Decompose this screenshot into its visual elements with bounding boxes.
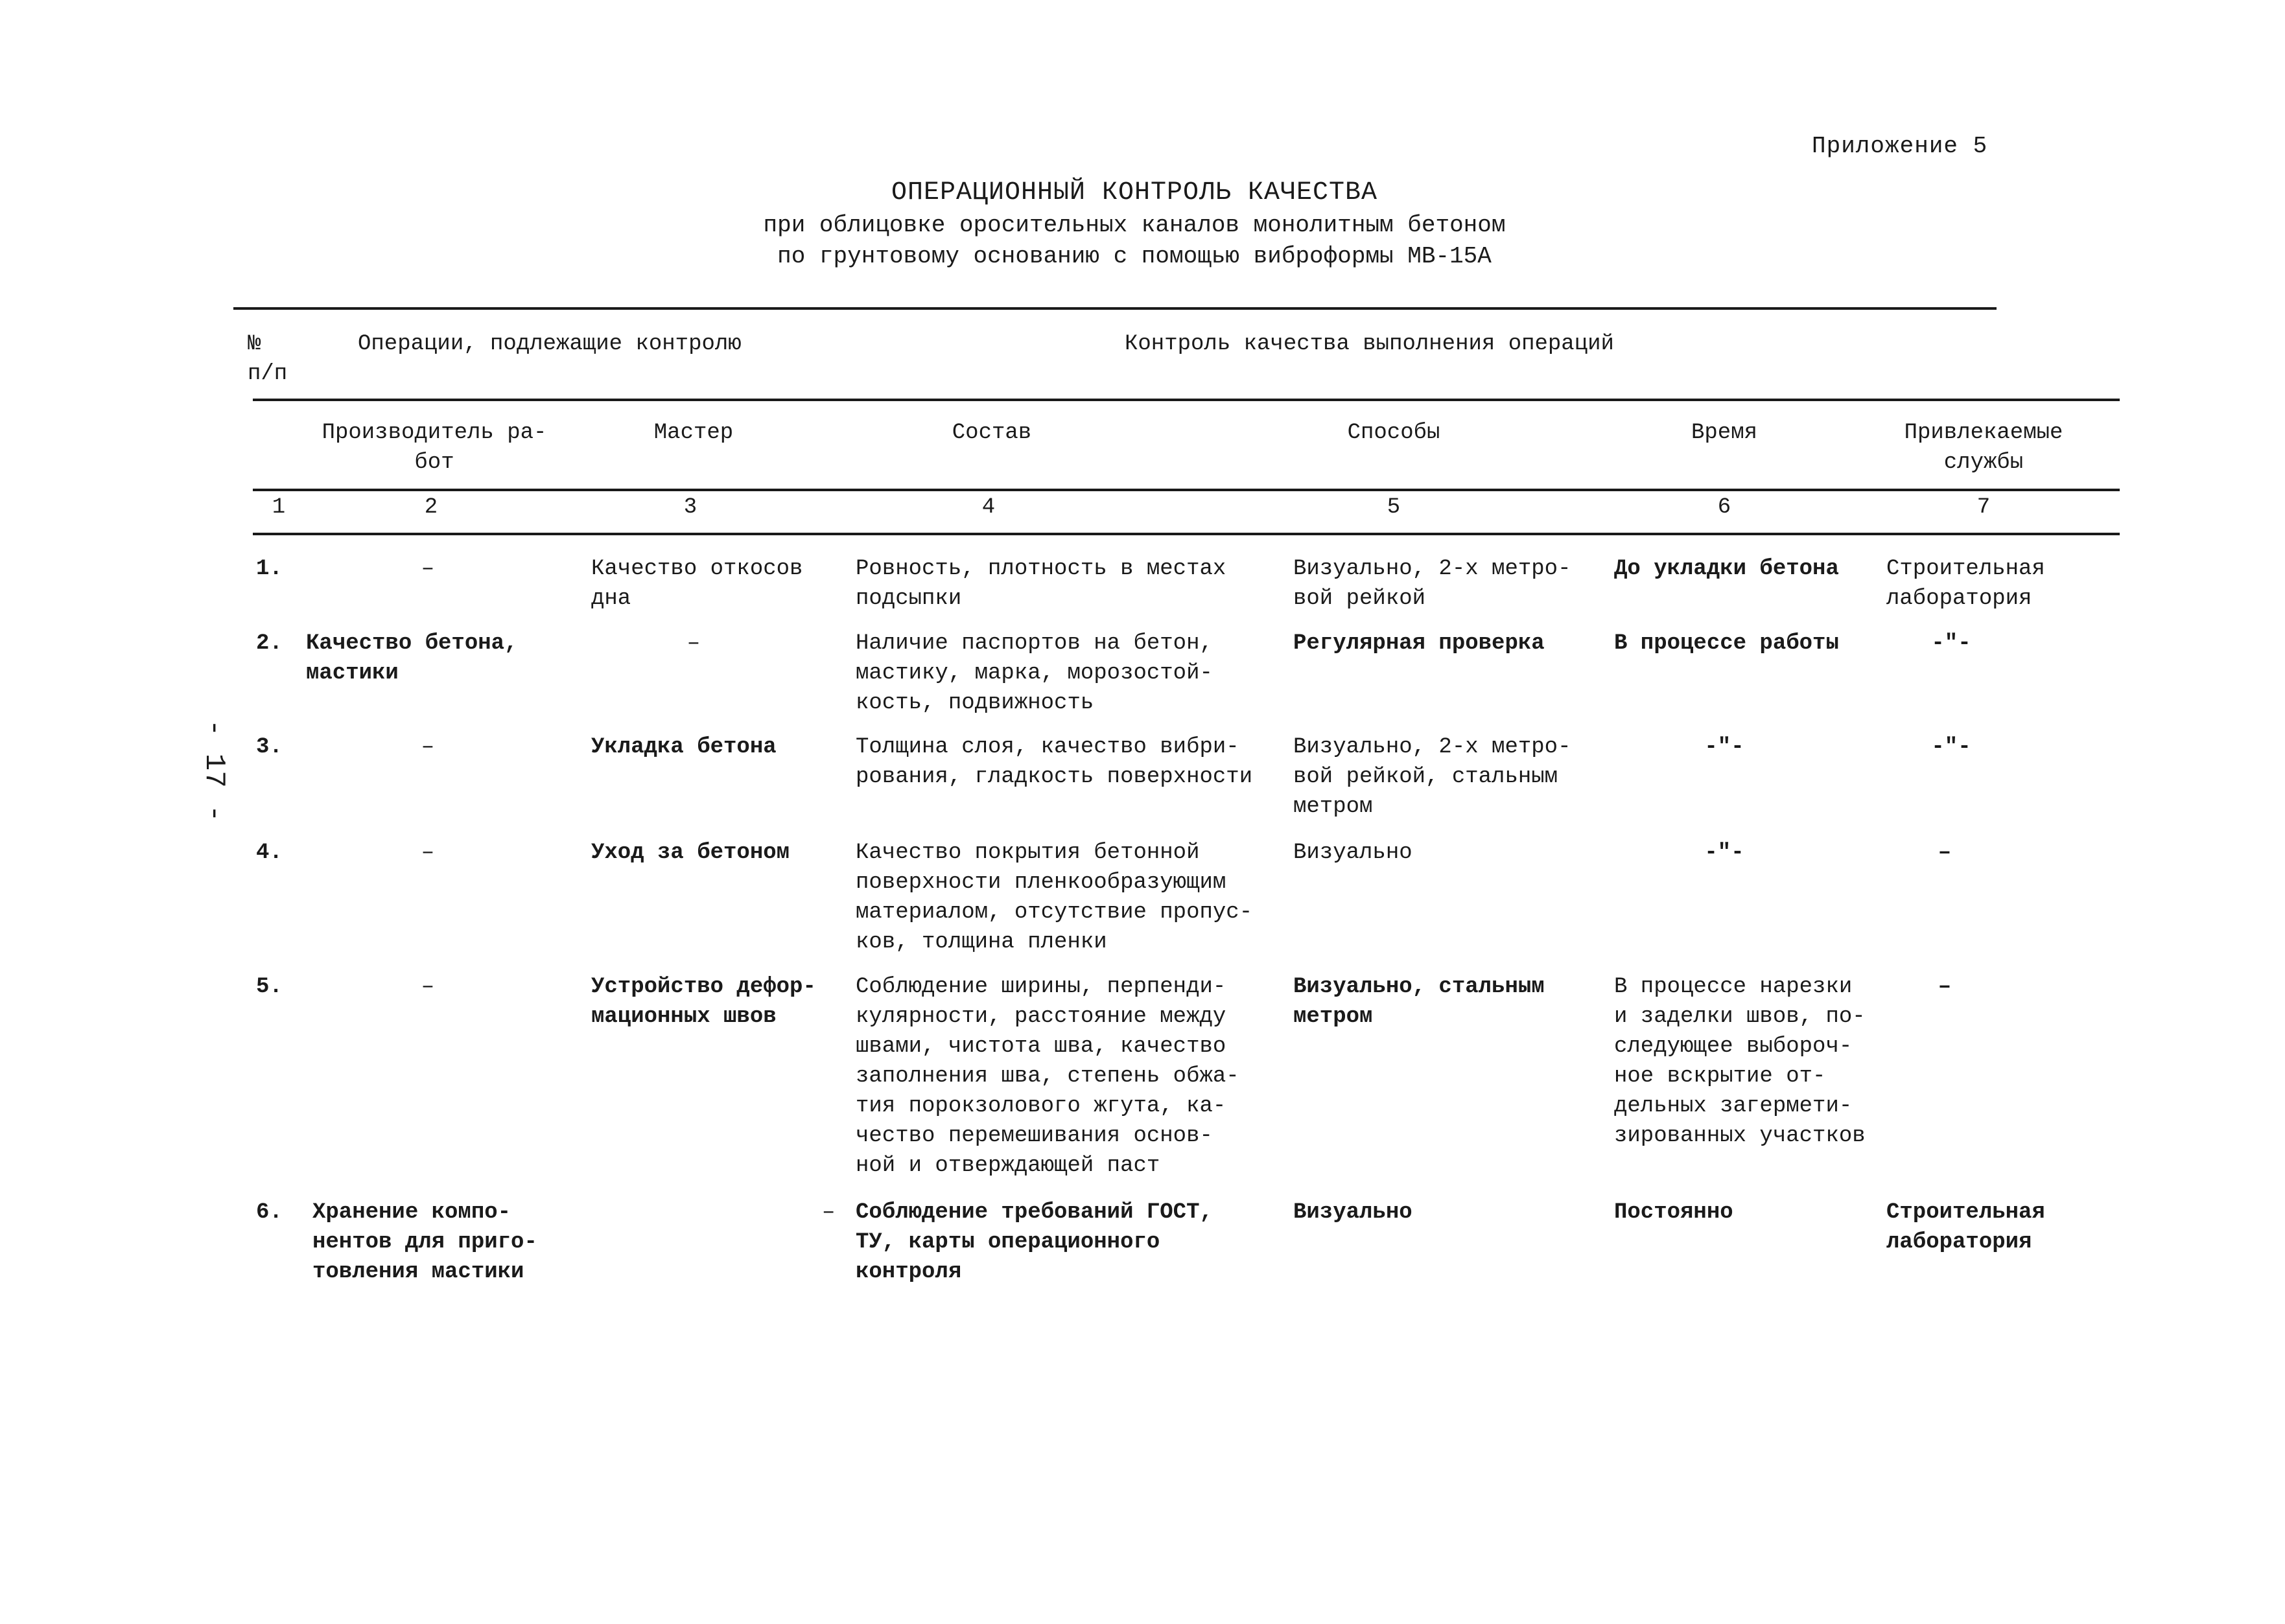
row-2-num: 2.	[256, 631, 283, 656]
appendix-label: Приложение 5	[1812, 133, 1988, 159]
row-4-producer: –	[421, 841, 435, 865]
row-2-master: –	[686, 631, 701, 656]
row-4-services: –	[1938, 841, 1952, 865]
title-line-2: при облицовке оросительных каналов монолитным бетоном	[763, 212, 1506, 238]
row-1-master: Качество откосов дна	[591, 557, 803, 611]
row-2-services: -"-	[1931, 631, 1971, 656]
title-line-3: по грунтовому основанию с помощью виброформы МВ-15А	[777, 243, 1492, 270]
title-line-1: ОПЕРАЦИОННЫЙ КОНТРОЛЬ КАЧЕСТВА	[891, 178, 1378, 207]
rule-colnums	[253, 533, 2120, 535]
header-time: Время	[1691, 421, 1758, 445]
row-6-producer: Хранение компо- нентов для приго- товления мастики	[312, 1200, 537, 1284]
col-number-3: 3	[683, 495, 697, 520]
row-4-composition: Качество покрытия бетонной поверхности пленкообразующим материалом, отсутствие пропус- ков, толщина пленки	[856, 841, 1253, 955]
row-6-composition: Соблюдение требований ГОСТ, ТУ, карты операционного контроля	[856, 1200, 1213, 1284]
row-3-methods: Визуально, 2-х метро- вой рейкой, стальным метром	[1293, 735, 1571, 819]
row-3-services: -"-	[1931, 735, 1971, 760]
row-2-methods: Регулярная проверка	[1293, 631, 1545, 656]
row-4-methods: Визуально	[1293, 841, 1412, 865]
row-3-master: Укладка бетона	[591, 735, 777, 760]
header-producer: Производитель ра- бот	[322, 421, 547, 475]
row-3-producer: –	[421, 735, 435, 760]
row-6-time: Постоянно	[1614, 1200, 1733, 1225]
row-1-producer: –	[421, 557, 435, 581]
header-quality: Контроль качества выполнения операций	[1125, 332, 1614, 356]
header-services: Привлекаемые службы	[1904, 421, 2063, 475]
row-6-master: –	[822, 1200, 836, 1225]
col-number-6: 6	[1717, 495, 1731, 520]
row-1-services: Строительная лаборатория	[1886, 557, 2045, 611]
row-5-services: –	[1938, 975, 1952, 999]
row-5-num: 5.	[256, 975, 283, 999]
header-methods: Способы	[1347, 421, 1440, 445]
row-3-num: 3.	[256, 735, 283, 760]
row-6-services: Строительная лаборатория	[1886, 1200, 2045, 1255]
page-number	[191, 674, 230, 822]
rule-header	[253, 399, 2120, 401]
row-5-methods: Визуально, стальным метром	[1293, 975, 1545, 1029]
col-number-2: 2	[424, 495, 438, 520]
row-5-master: Устройство дефор- мационных швов	[591, 975, 816, 1029]
row-6-num: 6.	[256, 1200, 283, 1225]
row-3-composition: Толщина слоя, качество вибри- рования, гладкость поверхности	[856, 735, 1253, 789]
document-title	[713, 176, 1556, 272]
row-4-time: -"-	[1704, 841, 1744, 865]
header-composition: Состав	[952, 421, 1032, 445]
row-6-methods: Визуально	[1293, 1200, 1412, 1225]
row-2-composition: Наличие паспортов на бетон, мастику, марка, морозостой- кость, подвижность	[856, 631, 1213, 715]
page-number-text: - 17 -	[198, 719, 230, 822]
row-1-num: 1.	[256, 557, 283, 581]
col-number-5: 5	[1387, 495, 1401, 520]
rule-subheader	[253, 489, 2120, 491]
header-operations: Операции, подлежащие контролю	[358, 332, 742, 356]
row-4-num: 4.	[256, 841, 283, 865]
row-1-composition: Ровность, плотность в местах подсыпки	[856, 557, 1226, 611]
row-5-composition: Соблюдение ширины, перпенди- кулярности, расстояние между швами, чистота шва, качество заполнения шва, степень обжа- тия порокзолового жгута, ка- чество перемешивания основ- ной и отверждающей паст	[856, 975, 1239, 1178]
row-3-time: -"-	[1704, 735, 1744, 760]
row-5-producer: –	[421, 975, 435, 999]
col-number-1: 1	[272, 495, 286, 520]
row-1-methods: Визуально, 2-х метро- вой рейкой	[1293, 557, 1571, 611]
header-master: Мастер	[653, 421, 734, 445]
row-1-time: До укладки бетона	[1614, 557, 1839, 581]
row-5-time: В процессе нарезки и заделки швов, по- следующее выбороч- ное вскрытие от- дельных загермети- зированных участков	[1614, 975, 1866, 1148]
header-num: № п/п	[248, 332, 288, 386]
row-2-producer: Качество бетона, мастики	[306, 631, 518, 686]
col-number-7: 7	[1976, 495, 1991, 520]
rule-top	[233, 307, 1997, 310]
col-number-4: 4	[981, 495, 996, 520]
row-2-time: В процессе работы	[1614, 631, 1839, 656]
row-4-master: Уход за бетоном	[591, 841, 790, 865]
